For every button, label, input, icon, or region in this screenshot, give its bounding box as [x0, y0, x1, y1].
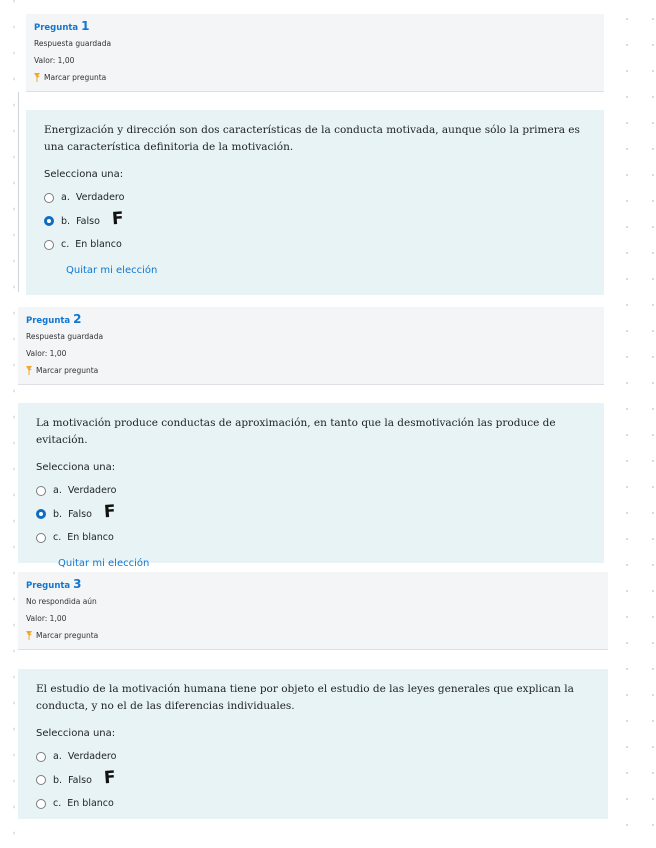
question-content-1 — [26, 110, 604, 295]
option-letter: c. — [53, 532, 62, 544]
option-c[interactable] — [36, 526, 586, 550]
radio-button[interactable] — [36, 775, 46, 785]
option-letter: a. — [53, 751, 62, 763]
radio-button[interactable] — [36, 752, 46, 762]
question-content-3 — [18, 669, 608, 819]
question-number-2 — [26, 313, 596, 328]
option-label: En blanco — [67, 532, 114, 544]
question-label: Pregunta — [26, 316, 71, 326]
question-content-2 — [18, 403, 604, 569]
flag-label: Marcar pregunta — [36, 366, 99, 375]
page-edge-dots — [604, 0, 656, 848]
question-label: Pregunta — [34, 23, 79, 33]
radio-button[interactable] — [36, 799, 46, 809]
radio-button[interactable] — [44, 193, 54, 203]
radio-button-selected[interactable] — [44, 216, 54, 226]
page-left-dots — [0, 0, 20, 848]
option-label: Falso — [68, 774, 92, 786]
question-status: No respondida aún — [26, 597, 97, 606]
question-number-3 — [26, 578, 600, 593]
question-number-value: 3 — [73, 577, 82, 591]
flag-icon — [26, 631, 32, 639]
answer-prompt: Selecciona una: — [44, 169, 124, 180]
divider-line — [18, 92, 19, 292]
option-a[interactable] — [44, 186, 586, 210]
option-letter: c. — [53, 798, 62, 810]
handwritten-mark: F — [103, 767, 117, 789]
flag-icon — [34, 73, 40, 81]
option-letter: a. — [61, 192, 70, 204]
option-a[interactable] — [36, 745, 590, 769]
question-value: Valor: 1,00 — [34, 56, 75, 65]
radio-button-selected[interactable] — [36, 509, 46, 519]
radio-button[interactable] — [44, 240, 54, 250]
option-letter: c. — [61, 239, 70, 251]
option-c[interactable] — [36, 792, 590, 816]
flag-question-link[interactable] — [26, 362, 596, 379]
option-label: Verdadero — [75, 192, 125, 204]
option-label: Verdadero — [67, 751, 117, 763]
question-value: Valor: 1,00 — [26, 349, 67, 358]
option-label: Falso — [76, 215, 100, 227]
question-status: Respuesta guardada — [34, 39, 112, 48]
clear-choice-link[interactable]: Quitar mi elección — [66, 264, 158, 276]
option-letter: b. — [61, 215, 71, 227]
answer-prompt: Selecciona una: — [36, 728, 116, 739]
question-text: La motivación produce conductas de aproximación, en tanto que la desmotivación las produce de evitación. — [36, 417, 556, 446]
option-label: En blanco — [67, 798, 114, 810]
option-b[interactable] — [36, 503, 586, 527]
question-number-1 — [34, 20, 596, 35]
option-c[interactable] — [44, 233, 586, 257]
option-letter: b. — [53, 774, 63, 786]
clear-choice-link[interactable]: Quitar mi elección — [58, 557, 150, 569]
option-label: Falso — [68, 508, 92, 520]
flag-icon — [26, 366, 32, 374]
radio-button[interactable] — [36, 533, 46, 543]
handwritten-mark: F — [111, 208, 125, 230]
question-status: Respuesta guardada — [26, 332, 104, 341]
question-value: Valor: 1,00 — [26, 614, 67, 623]
answer-prompt: Selecciona una: — [36, 462, 116, 473]
option-letter: b. — [53, 508, 63, 520]
question-number-value: 1 — [81, 19, 90, 33]
question-text: El estudio de la motivación humana tiene por objeto el estudio de las leyes generales que explican la conducta, y no el de las diferencias individuales. — [36, 683, 574, 712]
question-info-2 — [18, 307, 604, 385]
radio-button[interactable] — [36, 486, 46, 496]
question-text: Energización y dirección son dos características de la conducta motivada, aunque sólo la primera es una característica definitoria de la motivación. — [44, 124, 580, 153]
option-b[interactable] — [44, 210, 586, 234]
option-label: Verdadero — [67, 485, 117, 497]
option-b[interactable] — [36, 769, 590, 793]
question-info-3 — [18, 572, 608, 650]
option-letter: a. — [53, 485, 62, 497]
question-info-1 — [26, 14, 604, 92]
question-number-value: 2 — [73, 312, 82, 326]
option-a[interactable] — [36, 479, 586, 503]
flag-label: Marcar pregunta — [44, 73, 107, 82]
handwritten-mark: F — [103, 501, 117, 523]
question-label: Pregunta — [26, 581, 71, 591]
flag-label: Marcar pregunta — [36, 631, 99, 640]
flag-question-link[interactable] — [26, 627, 600, 644]
flag-question-link[interactable] — [34, 69, 596, 86]
option-label: En blanco — [75, 239, 122, 251]
